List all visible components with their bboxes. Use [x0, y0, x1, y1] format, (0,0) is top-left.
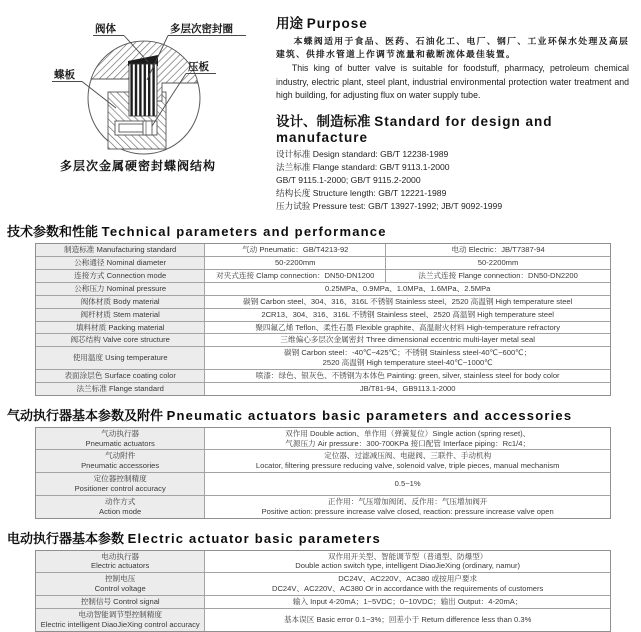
row-value-line2: DC24V、AC220V、AC380 Or in accordance with the requirements of customers: [271, 584, 544, 594]
row-label-en: Control voltage: [94, 584, 146, 594]
table-row: [36, 495, 610, 518]
row-value: 基本误区 Basic error 0.1~3%；回差小于 Return difference less than 0.3%: [283, 614, 532, 624]
row-label: 控制信号 Control signal: [36, 596, 205, 608]
table-row: [36, 333, 610, 346]
row-label: [36, 450, 205, 472]
seal-ring-stack-shape: [129, 64, 157, 116]
pneumatic-section-title-en: Pneumatic actuators basic parameters and accessories: [166, 407, 573, 423]
row-label-en: Action mode: [99, 506, 142, 516]
row-value: [205, 450, 610, 472]
table-row: [36, 472, 610, 495]
table-row: [36, 244, 610, 256]
purpose-title-en: Purpose: [306, 16, 368, 31]
table-row: [36, 282, 610, 295]
table-row: [36, 369, 610, 382]
electric-parameters-table: [35, 550, 611, 632]
row-value: 喷漆：绿色、银灰色、不锈钢为本体色 Painting: green, silver, stainless steel for body color: [255, 370, 560, 380]
table-row: [36, 551, 610, 573]
diagram-label-butterfly-plate: 蝶板: [54, 69, 75, 81]
table-row: [36, 572, 610, 595]
table-row: [36, 595, 610, 608]
row-label: [36, 573, 205, 595]
row-label-zh: 控制电压: [104, 574, 136, 584]
row-value: [205, 428, 610, 450]
row-label: 使用温度 Using temperature: [36, 347, 205, 369]
standards-title-zh: 设计、制造标准: [276, 113, 371, 129]
electric-section-title-zh: 电动执行器基本参数: [7, 530, 125, 546]
table-row: [36, 269, 610, 282]
row-value: [205, 573, 610, 595]
table-row: [36, 295, 610, 308]
standards-title: [276, 110, 629, 145]
row-value: [205, 496, 610, 518]
pneumatic-section-title-zh: 气动执行器基本参数及附件: [7, 407, 164, 423]
purpose-text-zh: 本蝶阀适用于食品、医药、石油化工、电厂、钢厂、工业环保水处理及高层建筑、供排水管道上作调节流量和截断流体最佳装置。: [276, 36, 629, 60]
row-value-line2: Locator, filtering pressure reducing valve, solenoid valve, triple pieces, manual mechanism: [255, 461, 560, 471]
row-value-line1: DC24V、AC220V、AC380 或按用户要求: [338, 574, 478, 584]
row-label-zh: 电动智能调节型控制精度: [78, 609, 162, 619]
row-value-line1: 碳钢 Carbon steel：-40℃~425℃；不锈钢 Stainless steel-40℃~600℃；: [284, 348, 532, 358]
row-label: 阀芯结构 Valve core structure: [36, 334, 205, 346]
row-label: [36, 551, 205, 573]
electric-section-title: [7, 528, 641, 547]
row-value: 法兰式连接 Flange connection：DN50-DN2200: [418, 271, 578, 281]
row-label: 阀体材质 Body material: [36, 296, 205, 308]
tech-section-title-en: Technical parameters and performance: [101, 224, 387, 240]
purpose-text-en: This king of butter valve is suitable for foodstuff, pharmacy, petroleum chemical industry, electric plant, steel plant, industrial environmental protection water treatment and high building, for adjusting flux on water supply tube.: [276, 63, 629, 100]
row-label: [36, 609, 205, 631]
table-row: [36, 346, 610, 369]
row-label: [36, 473, 205, 495]
row-label: [36, 428, 205, 450]
row-value: 50-2200mm: [205, 257, 386, 269]
row-label: 制造标准 Manufacturing standard: [36, 244, 205, 256]
row-value: 三维偏心多层次金属密封 Three dimensional eccentric multi-layer metal seal: [280, 335, 535, 345]
standards-title-en: Standard for design and manufacture: [276, 113, 553, 145]
diagram-caption: 多层次金属硬密封蝶阀结构: [59, 159, 217, 173]
row-label: 法兰标准 Flange standard: [36, 383, 205, 395]
standards-line: 设计标准 Design standard: GB/T 12238-1989: [276, 148, 449, 159]
row-value: [205, 347, 610, 369]
row-label-en: Positioner control accuracy: [74, 484, 166, 493]
row-label-en: Pneumatic accessories: [81, 461, 160, 471]
row-value: 碳钢 Carbon steel、304、316、316L 不锈钢 Stainless steel、2520 高温钢 High temperature steel: [242, 296, 573, 306]
row-value: JB/T81-94、GB9113.1-2000: [359, 383, 456, 393]
row-label: 公称压力 Nominal pressure: [36, 283, 205, 295]
standards-list: [276, 148, 629, 212]
row-label: 阀杆材质 Stem material: [36, 309, 205, 321]
row-label-zh: 动作方式: [104, 496, 136, 506]
bolt-head-shape: [143, 121, 152, 135]
row-label: 连接方式 Connection mode: [36, 270, 205, 282]
standards-line: 压力试验 Pressure test: GB/T 13927-1992; JB/T 9092-1999: [276, 200, 503, 211]
row-label-zh: 气动执行器: [101, 428, 140, 438]
row-label-zh: 气动附件: [104, 451, 136, 461]
purpose-title-zh: 用途: [276, 16, 303, 31]
row-label-en: Electric intelligent DiaoJieXing control accuracy: [40, 619, 200, 629]
row-label-zh: 定位器控制精度: [93, 474, 147, 484]
row-value: 聚四氟乙烯 Teflon、柔性石墨 Flexible graphite、高温耐火材料 High-temperature refractory: [255, 322, 560, 332]
diagram-label-seal-ring: 多层次密封圈: [170, 23, 233, 35]
row-value: 对夹式连接 Clamp connection：DN50-DN1200: [205, 270, 386, 282]
table-row: [36, 321, 610, 334]
row-label-en: Pneumatic actuators: [85, 438, 155, 448]
row-value: 2CR13、304、316、316L 不锈钢 Stainless steel、2520 高温钢 High temperature steel: [261, 309, 554, 319]
row-value-line1: 双作用 Double action、单作用（弹簧复位）Single action (spring reset)、: [285, 428, 531, 438]
standards-line: GB/T 9115.1-2000; GB/T 9115.2-2000: [276, 174, 421, 185]
intro-text-column: [272, 4, 641, 212]
row-value-line1: 正作用：气压增加阀闭、反作用：气压增加阀开: [327, 496, 488, 506]
top-section: [0, 0, 641, 212]
row-value: 0.5~1%: [394, 479, 421, 489]
row-value-line2: Positive action: pressure increase valve closed, reaction: pressure increase valve open: [261, 506, 554, 516]
row-value: 0.25MPa、0.9MPa、1.0MPa、1.6MPa、2.5MPa: [324, 283, 491, 293]
table-row: [36, 428, 610, 450]
row-value-line2: Double action switch type, intelligent DiaoJieXing (ordinary, namur): [295, 561, 521, 571]
table-row: [36, 308, 610, 321]
row-label-zh: 电动执行器: [101, 551, 140, 561]
row-label: 填料材质 Packing material: [36, 322, 205, 334]
table-row: [36, 608, 610, 631]
standards-line: 结构长度 Structure length: GB/T 12221-1989: [276, 187, 447, 198]
standards-line: 法兰标准 Flange standard: GB/T 9113.1-2000: [276, 161, 450, 172]
row-label: 表面涂层色 Surface coating color: [36, 370, 205, 382]
row-value: 50-2200mm: [477, 258, 519, 268]
row-value-line1: 定位器、过滤减压阀、电磁阀、三联件、手动机构: [324, 451, 492, 461]
valve-cross-section-drawing: [16, 6, 262, 180]
row-value-line2: 气源压力 Air pressure：300-700KPa 接口配管 Interface piping：Rc1/4；: [285, 438, 531, 448]
row-label-en: Electric actuators: [91, 561, 150, 571]
row-value: 气动 Pneumatic：GB/T4213-92: [205, 244, 386, 256]
row-value-line2: 2520 高温钢 High temperature steel-40℃~1000℃: [322, 358, 493, 368]
row-value: [205, 551, 610, 573]
bolt-shaft-shape: [119, 124, 143, 132]
row-label: [36, 496, 205, 518]
diagram-label-valve-body: 阀体: [95, 23, 116, 35]
purpose-title: [276, 12, 629, 32]
tech-section-title-zh: 技术参数和性能: [7, 224, 99, 240]
table-row: [36, 382, 610, 395]
table-row: [36, 449, 610, 472]
diagram-label-press-plate: 压板: [188, 61, 209, 73]
pneumatic-parameters-table: [35, 427, 611, 519]
row-label: 公称通径 Nominal diameter: [36, 257, 205, 269]
pneumatic-section-title: [7, 405, 641, 424]
electric-section-title-en: Electric actuator basic parameters: [127, 530, 381, 546]
row-value-line1: 双作用开关型、智能调节型（普通型、防爆型）: [327, 551, 488, 561]
tech-section-title: [7, 221, 641, 240]
valve-structure-diagram: [0, 4, 272, 212]
row-value: 输入 Input 4-20mA；1~5VDC；0~10VDC；输出 Output：4-20mA；: [292, 597, 523, 607]
technical-parameters-table: [35, 243, 611, 395]
row-value: 电动 Electric：JB/T7387-94: [451, 245, 545, 255]
table-row: [36, 256, 610, 269]
